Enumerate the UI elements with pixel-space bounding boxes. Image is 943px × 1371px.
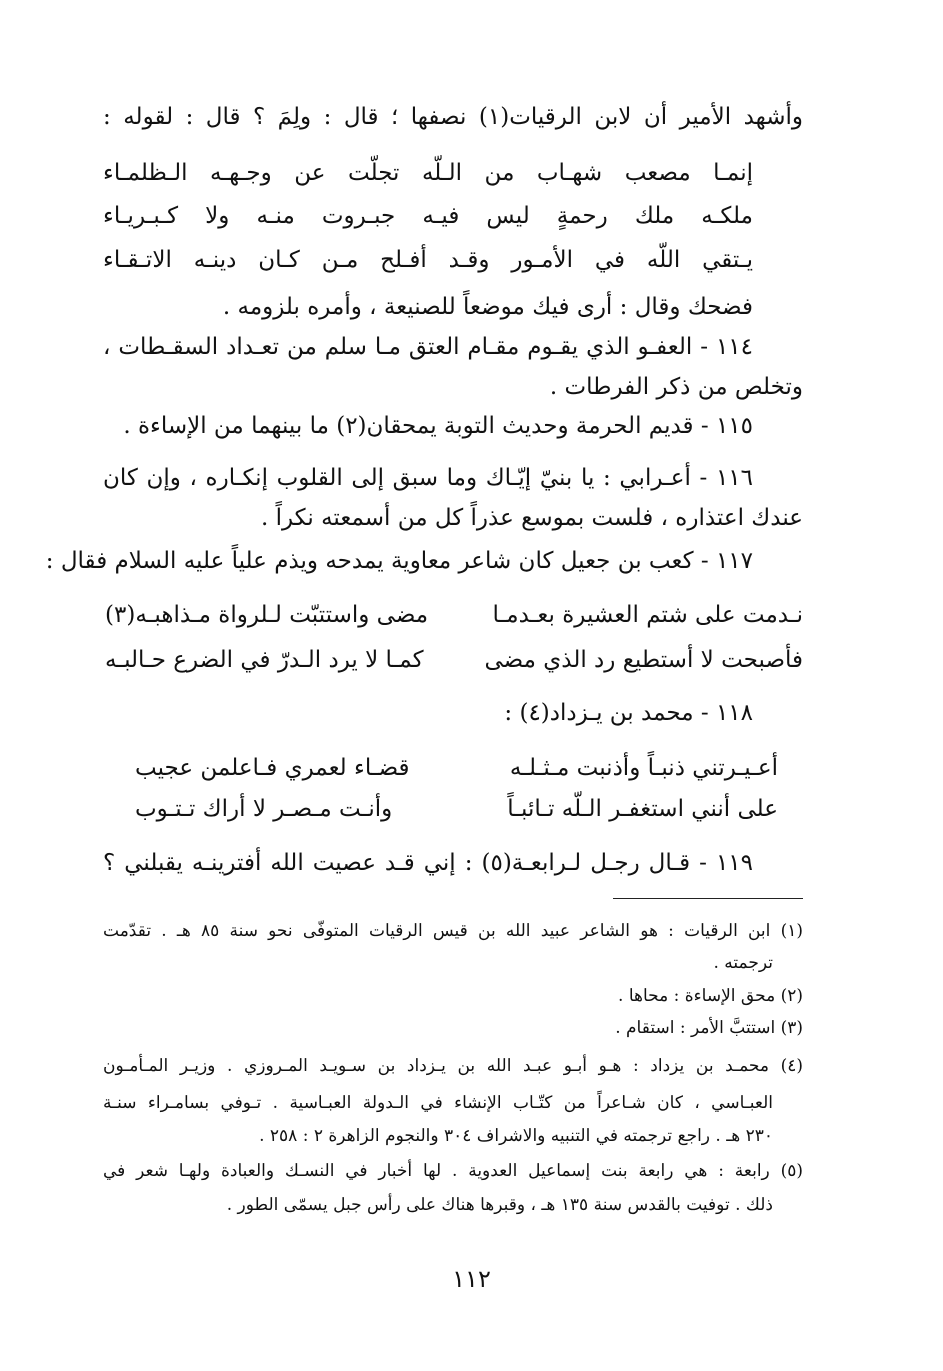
verse-hemistich-right: نـدمت على شتم العشيرة بعـدمـا [492, 602, 803, 628]
verse-hemistich-left: قضـاء لعمري فـاعلمن عجيب [135, 755, 410, 781]
verse-hemistich-right: أعـيـرتني ذنبـاً وأذنبت مـثـلـه [509, 755, 778, 781]
footnote-separator [613, 898, 803, 899]
verse-hemistich-left: مضى واستتبّت لـلرواة مـذاهبـه(٣) [105, 602, 429, 628]
verse-hemistich-left: وأنـت مـصـر لا أراك تـتـوب [135, 796, 393, 822]
verse-hemistich-left: كمـا لا يرد الـدرّ في الضرع حـالبـه [105, 647, 424, 673]
item-116: ١١٦ - أعـرابي : يا بنيّ إيّـاك وما سبق إلى القلوب إنكـاره ، وإن كان [103, 465, 753, 491]
footnote: (٣) استتبَّ الأمر : استقام . [615, 1018, 803, 1038]
poem-verse: ملكـه ملك رحمةٍ ليس فيـه جبـروت منـه ولا كـبـريـاء [103, 203, 753, 229]
footnote: (٢) محق الإساءة : محاها . [618, 986, 803, 1006]
item-115: ١١٥ - قديم الحرمة وحديث التوبة يمحقان(٢) ما بينهما من الإساءة . [123, 413, 753, 439]
item-114-continued: وتخلص من ذكر الفرطات . [549, 374, 803, 400]
item-114: ١١٤ - العفـو الذي يقـوم مقـام العتق مـا سلم من تعـداد السقـطات ، [103, 334, 753, 360]
footnote-continued: العبـاسي ، كان شـاعراً من كتّـاب الإنشاء في الـدولة العبـاسية . تـوفي بسامـراء سنـة [103, 1093, 773, 1113]
item-117: ١١٧ - كعب بن جعيل كان شاعر معاوية يمدحه ويذم علياً عليه السلام فقال : [45, 548, 753, 574]
page-number: ١١٢ [452, 1265, 491, 1293]
item-116-continued: عندك اعتذاره ، فلست بموسع عذراً كل من أسمعته نكراً . [260, 505, 803, 531]
footnote-continued: ذلك . توفيت بالقدس سنة ١٣٥ هـ ، وقبرها هناك على رأس جبل يسمّى الطور . [226, 1195, 773, 1215]
footnote: (٤) محمـد بن يزداد : هـو أبـو عبـد الله بن يـزداد بن سـويـد المـروزي . وزيـر المـأمـون [103, 1056, 803, 1076]
text-line: فضحك وقال : أرى فيك موضعاً للصنيعة ، وأمره بلزومه . [222, 294, 753, 320]
footnote-continued: ترجمته . [713, 953, 773, 973]
footnote: (١) ابن الرقيات : هو الشاعر عبيد الله بن قيس الرقيات المتوفّى نحو سنة ٨٥ هـ . تقدّمت [103, 921, 803, 941]
poem-verse: يـتقي اللّه في الأمـور وقـد أفـلح مـن كـان دينـه الاتـقـاء [103, 247, 753, 273]
verse-hemistich-right: على أنني استغفـر الـلّه تـائبـاً [507, 796, 778, 822]
poem-verse: إنمـا مصعب شهـاب من الـلّه تجلّت عن وجـهـه الـظلمـاء [103, 160, 753, 186]
verse-hemistich-right: فأصبحت لا أستطيع رد الذي مضى [484, 647, 803, 673]
footnote: (٥) رابعة : هي رابعة بنت إسماعيل العدوية . لها أخبار في النسـك والعبادة ولهـا شعر في [103, 1161, 803, 1181]
item-118: ١١٨ - محمد بن يـزداد(٤) : [504, 700, 753, 726]
footnote-continued: ٢٣٠ هـ . راجع ترجمته في التنبيه والاشراف ٣٠٤ والنجوم الزاهرة ٢ : ٢٥٨ . [259, 1126, 773, 1146]
text-line: وأشهد الأمير أن لابن الرقيات(١) نصفها ؛ قال : ولِمَ ؟ قال : لقوله : [103, 104, 804, 130]
item-119: ١١٩ - قـال رجـل لـرابعـة(٥) : إني قـد عصيت الله أفترينـه يقبلني ؟ [103, 850, 753, 876]
